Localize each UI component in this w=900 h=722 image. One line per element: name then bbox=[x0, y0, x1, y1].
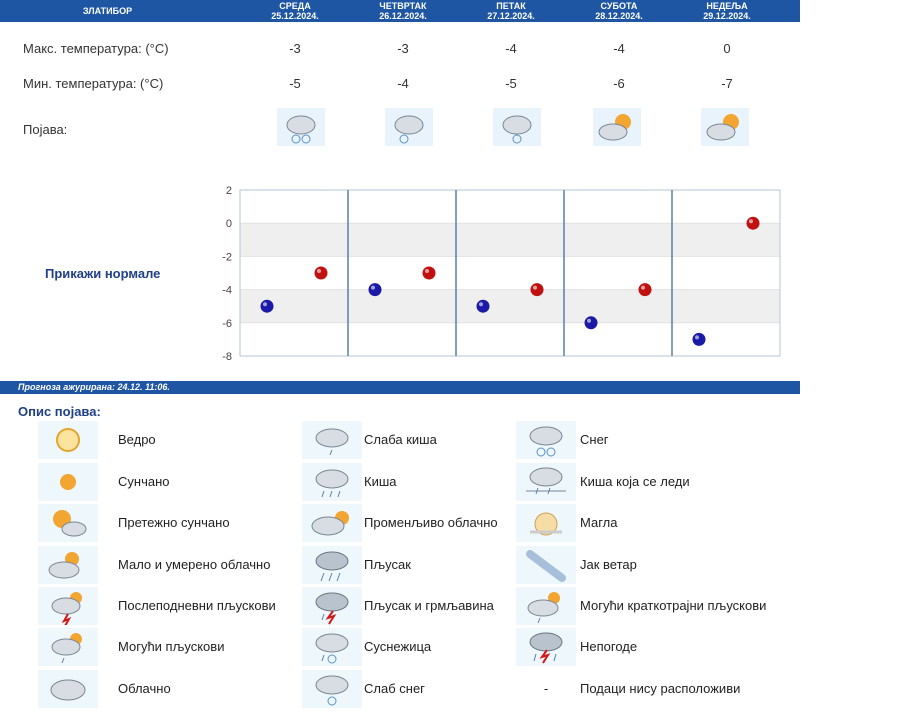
light-rain-icon bbox=[302, 421, 362, 459]
day-name: ЧЕТВРТАК bbox=[379, 1, 427, 11]
brief-showers-icon bbox=[516, 587, 576, 625]
legend-item-label: Сунчано bbox=[118, 474, 170, 489]
variable-cloudy-icon bbox=[302, 504, 362, 542]
point-highlight bbox=[317, 269, 321, 273]
min-temp-value: -5 bbox=[289, 76, 301, 91]
forecast-updated-bar bbox=[0, 381, 800, 394]
rain-icon bbox=[302, 463, 362, 501]
afternoon-showers-icon bbox=[38, 587, 98, 625]
max-temp-point bbox=[639, 283, 652, 296]
legend-item-label: Киша bbox=[364, 474, 397, 489]
max-temp-value: -3 bbox=[289, 41, 301, 56]
clear-sun-icon bbox=[38, 421, 98, 459]
y-tick-label: -4 bbox=[222, 284, 232, 297]
max-temp-label: Макс. температура: (°C) bbox=[23, 41, 169, 56]
partly-cloudy-icon bbox=[593, 108, 641, 146]
point-highlight bbox=[479, 302, 483, 306]
mostly-sunny-icon bbox=[38, 504, 98, 542]
max-temp-value: -3 bbox=[397, 41, 409, 56]
min-temp-point bbox=[693, 333, 706, 346]
legend-item-label: Могући краткотрајни пљускови bbox=[580, 598, 767, 613]
cloudy-icon bbox=[38, 670, 98, 708]
y-tick-label: 2 bbox=[225, 185, 232, 197]
max-temp-value: -4 bbox=[505, 41, 517, 56]
day-date: 26.12.2024. bbox=[379, 11, 427, 21]
storm-icon bbox=[516, 628, 576, 666]
legend-item-label: Слаб снег bbox=[364, 681, 425, 696]
no-data-dash: - bbox=[543, 681, 549, 696]
sleet-icon bbox=[302, 628, 362, 666]
light-snow-icon bbox=[385, 108, 433, 146]
snow-icon bbox=[516, 421, 576, 459]
point-highlight bbox=[641, 286, 645, 290]
legend-title: Опис појава: bbox=[18, 404, 101, 419]
grid-band bbox=[240, 290, 780, 323]
day-date: 28.12.2024. bbox=[595, 11, 643, 21]
legend-item-label: Непогоде bbox=[580, 639, 638, 654]
shower-icon bbox=[302, 546, 362, 584]
max-temp-point bbox=[315, 267, 328, 280]
y-tick-label: 0 bbox=[225, 218, 232, 231]
day-header bbox=[348, 1, 458, 21]
phenomenon-label: Појава: bbox=[23, 122, 68, 137]
forecast-updated-text: Прогноза ажурирана: 24.12. 11:06. bbox=[18, 382, 170, 392]
day-date: 27.12.2024. bbox=[487, 11, 535, 21]
legend-item-label: Јак ветар bbox=[580, 557, 637, 572]
day-date: 25.12.2024. bbox=[271, 11, 319, 21]
legend-item-label: Претежно сунчано bbox=[118, 515, 230, 530]
legend-item-label: Променљиво облачно bbox=[364, 515, 498, 530]
min-temp-point bbox=[369, 283, 382, 296]
min-temp-point bbox=[261, 300, 274, 313]
possible-showers-icon bbox=[38, 628, 98, 666]
y-tick-label: -6 bbox=[222, 317, 232, 330]
max-temp-value: 0 bbox=[723, 41, 731, 56]
snow-icon bbox=[277, 108, 325, 146]
legend-item-label: Пљусак и грмљавина bbox=[364, 598, 494, 613]
forecast-header bbox=[0, 0, 800, 22]
light-snow-icon bbox=[302, 670, 362, 708]
partly-cloudy-icon bbox=[38, 546, 98, 584]
day-name: СУБОТА bbox=[600, 1, 638, 11]
point-highlight bbox=[695, 335, 699, 339]
legend-item-label: Суснежица bbox=[364, 639, 432, 654]
point-highlight bbox=[749, 219, 753, 223]
legend-item-label: Снег bbox=[580, 432, 609, 447]
day-header bbox=[564, 1, 674, 21]
legend-item-label: Мало и умерено облачно bbox=[118, 557, 271, 572]
day-name: СРЕДА bbox=[279, 1, 311, 11]
day-header bbox=[240, 1, 350, 21]
max-temp-point bbox=[531, 283, 544, 296]
thunder-shower-icon bbox=[302, 587, 362, 625]
day-date: 29.12.2024. bbox=[703, 11, 751, 21]
day-header bbox=[672, 1, 782, 21]
show-normals-link[interactable]: Прикажи нормале bbox=[45, 266, 161, 281]
legend-item-label: Магла bbox=[580, 515, 618, 530]
light-snow-icon bbox=[493, 108, 541, 146]
sunny-icon bbox=[38, 463, 98, 501]
grid-band bbox=[240, 223, 780, 256]
min-temp-value: -5 bbox=[505, 76, 517, 91]
location-name: ЗЛАТИБОР bbox=[82, 6, 133, 16]
legend-item-label: Подаци нису расположиви bbox=[580, 681, 741, 696]
point-highlight bbox=[533, 286, 537, 290]
day-name: ПЕТАК bbox=[496, 1, 526, 11]
max-temp-value: -4 bbox=[613, 41, 625, 56]
legend-item-label: Киша која се леди bbox=[580, 474, 690, 489]
y-tick-label: -8 bbox=[222, 351, 232, 363]
fog-icon bbox=[516, 504, 576, 542]
legend-item-label: Слаба киша bbox=[364, 432, 437, 447]
point-highlight bbox=[371, 286, 375, 290]
max-temp-point bbox=[423, 267, 436, 280]
min-temp-label: Мин. температура: (°C) bbox=[23, 76, 164, 91]
legend-item-label: Облачно bbox=[118, 681, 171, 696]
freezing-rain-icon bbox=[516, 463, 576, 501]
strong-wind-icon bbox=[516, 546, 576, 584]
min-temp-point bbox=[585, 316, 598, 329]
point-highlight bbox=[425, 269, 429, 273]
y-tick-label: -2 bbox=[222, 251, 232, 264]
min-temp-value: -7 bbox=[721, 76, 733, 91]
legend-item-label: Могући пљускови bbox=[118, 639, 225, 654]
legend-item-label: Ведро bbox=[118, 432, 156, 447]
min-temp-value: -6 bbox=[613, 76, 625, 91]
point-highlight bbox=[587, 319, 591, 323]
min-temp-value: -4 bbox=[397, 76, 409, 91]
day-header bbox=[456, 1, 566, 21]
legend-item-label: Послеподневни пљускови bbox=[118, 598, 276, 613]
temperature-chart bbox=[200, 180, 800, 366]
max-temp-point bbox=[747, 217, 760, 230]
partly-cloudy-icon bbox=[701, 108, 749, 146]
legend-item-label: Пљусак bbox=[364, 557, 411, 572]
day-name: НЕДЕЉА bbox=[706, 1, 748, 11]
point-highlight bbox=[263, 302, 267, 306]
min-temp-point bbox=[477, 300, 490, 313]
